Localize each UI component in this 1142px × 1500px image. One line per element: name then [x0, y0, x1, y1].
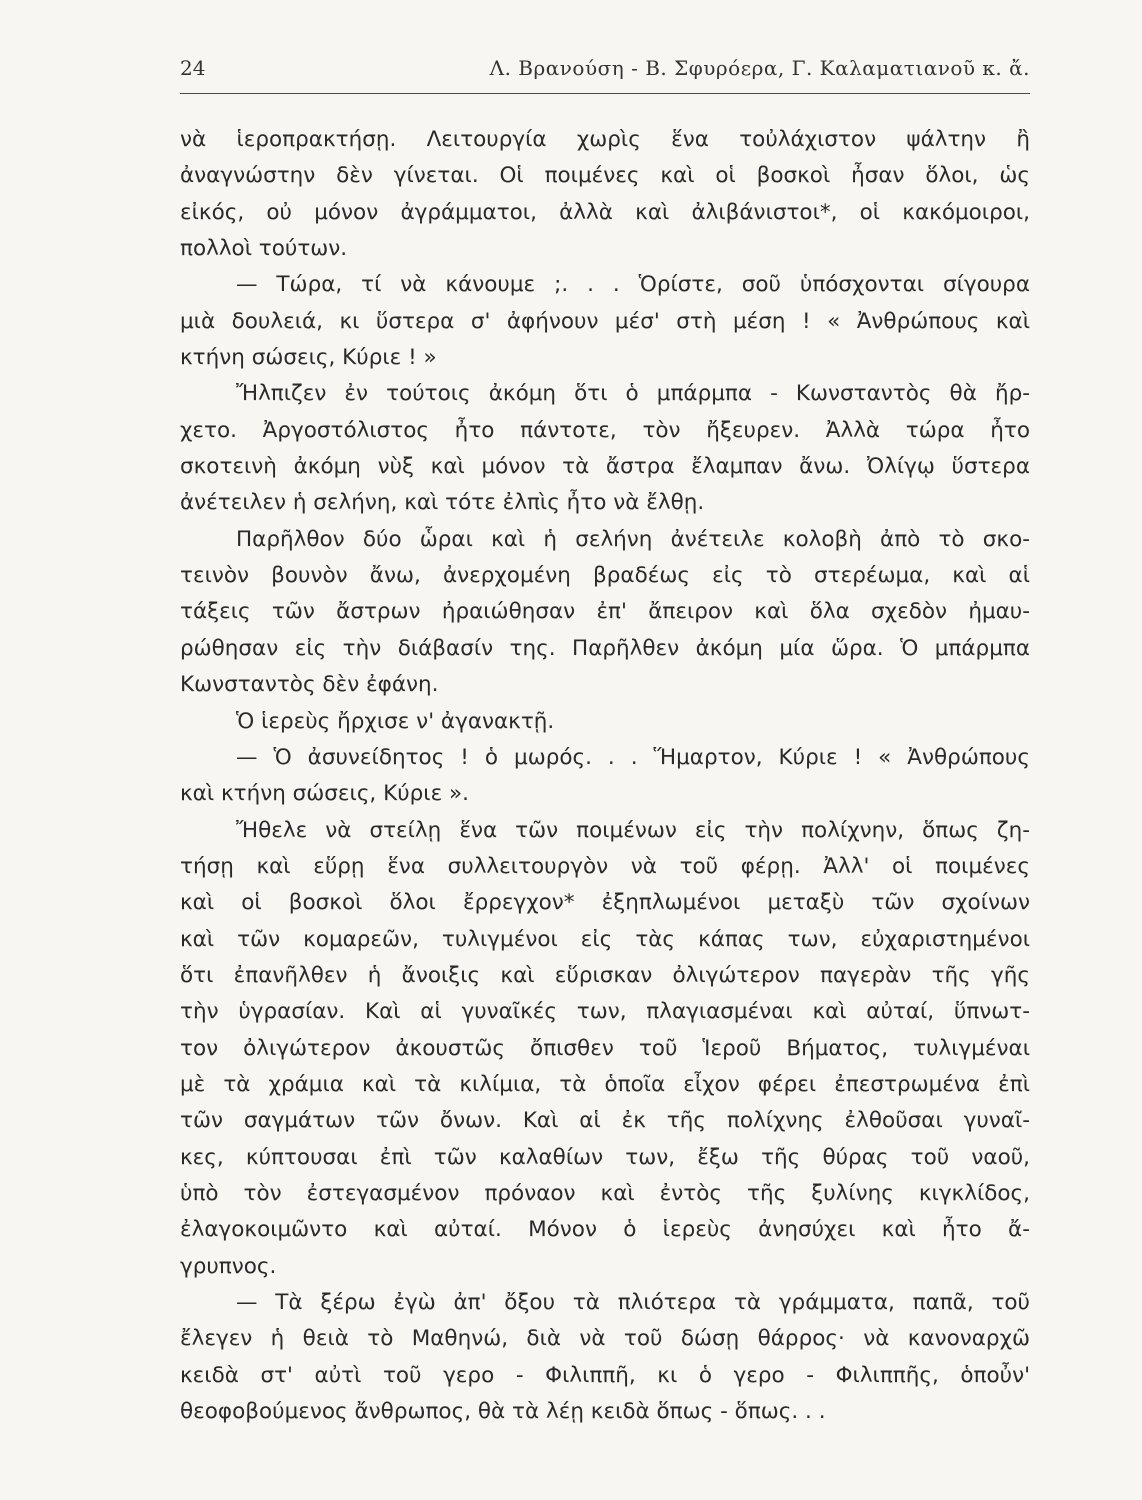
- text-line: γρυπνος.: [180, 1253, 277, 1279]
- header-rule: [180, 93, 1030, 94]
- text-line: χετο. Ἀργοστόλιστος ἦτο πάντοτε, τὸν ἤξευρεν. Ἀλλὰ τώρα ἦτο: [180, 417, 1030, 443]
- text-line: τῶν σαγμάτων τῶν ὄνων. Καὶ αἱ ἐκ τῆς πολίχνης ἐλθοῦσαι γυναῖ-: [180, 1108, 1030, 1134]
- text-line: πολλοὶ τούτων.: [180, 236, 348, 262]
- text-line: Κωνσταντὸς δὲν ἐφάνη.: [180, 672, 439, 698]
- text-line: νὰ ἱεροπρακτήσῃ. Λειτουργία χωρὶς ἕνα τοὐλάχιστον ψάλτην ἢ: [180, 127, 1030, 152]
- text-line: ὅτι ἐπανῆλθεν ἡ ἄνοιξις καὶ εὕρισκαν ὀλιγώτερον παγερὰν τῆς γῆς: [180, 962, 1030, 988]
- text-line: ἀναγνώστην δὲν γίνεται. Οἱ ποιμένες καὶ οἱ βοσκοὶ ἦσαν ὅλοι, ὡς: [180, 163, 1030, 189]
- text-line: ἐλαγοκοιμῶντο καὶ αὐταί. Μόνον ὁ ἱερεὺς ἀνησύχει καὶ ἦτο ἄ-: [180, 1217, 1030, 1243]
- text-line: ἔλεγεν ἡ θειὰ τὸ Μαθηνώ, διὰ νὰ τοῦ δώσῃ θάρρος· νὰ κανοναρχῶ: [180, 1326, 1030, 1352]
- text-line: τήσῃ καὶ εὕρῃ ἕνα συλλειτουργὸν νὰ τοῦ φέρῃ. Ἀλλ' οἱ ποιμένες: [180, 853, 1030, 879]
- text-line: — Ὁ ἀσυνείδητος ! ὁ μωρός. . . Ἥμαρτον, Κύριε ! « Ἀνθρώπους: [236, 744, 1030, 770]
- text-line: — Τὰ ξέρω ἐγὼ ἀπ' ὄξου τὰ πλιότερα τὰ γράμματα, παπᾶ, τοῦ: [236, 1290, 1030, 1315]
- text-line: τεινὸν βουνὸν ἄνω, ἀνερχομένη βραδέως εἰς τὸ στερέωμα, καὶ αἱ: [180, 563, 1030, 589]
- text-line: Ὁ ἱερεὺς ἤρχισε ν' ἀγανακτῇ.: [236, 708, 555, 734]
- page-header: [180, 56, 1030, 88]
- text-line: καὶ οἱ βοσκοὶ ὅλοι ἔρρεγχον* ἐξηπλωμένοι μεταξὺ τῶν σχοίνων: [180, 890, 1030, 916]
- text-line: μιὰ δουλειά, κι ὕστερα σ' ἀφήνουν μέσ' στὴ μέση ! « Ἀνθρώπους καὶ: [180, 308, 1030, 334]
- text-line: Ἤλπιζεν ἐν τούτοις ἀκόμη ὅτι ὁ μπάρμπα - Κωνσταντὸς θὰ ἤρ-: [236, 381, 1030, 407]
- text-line: κειδὰ στ' αὐτὶ τοῦ γερο - Φιλιππῆ, κι ὁ γερο - Φιλιππῆς, ὁποὖν': [180, 1362, 1030, 1388]
- text-line: σκοτεινὴ ἀκόμη νὺξ καὶ μόνον τὰ ἄστρα ἔλαμπαν ἄνω. Ὀλίγῳ ὕστερα: [180, 454, 1030, 480]
- text-line: μὲ τὰ χράμια καὶ τὰ κιλίμια, τὰ ὁποῖα εἶχον φέρει ἐπεστρωμένα ἐπὶ: [180, 1071, 1030, 1097]
- text-line: καὶ κτήνη σώσεις, Κύριε ».: [180, 781, 470, 807]
- text-line: τάξεις τῶν ἄστρων ἠραιώθησαν ἐπ' ἄπειρον καὶ ὅλα σχεδὸν ἠμαυ-: [180, 599, 1030, 625]
- text-line: κτήνη σώσεις, Κύριε ! »: [180, 345, 437, 371]
- text-line: θεοφοβούμενος ἄνθρωπος, θὰ τὰ λέῃ κειδὰ ὅπως - ὅπως. . .: [180, 1399, 826, 1425]
- text-line: Ἤθελε νὰ στείλῃ ἕνα τῶν ποιμένων εἰς τὴν πολίχνην, ὅπως ζη-: [236, 817, 1030, 843]
- text-line: ρώθησαν εἰς τὴν διάβασίν της. Παρῆλθεν ἀκόμη μία ὥρα. Ὁ μπάρμπα: [180, 635, 1030, 661]
- body-text: [180, 122, 1030, 1430]
- page-number: 24: [180, 56, 206, 80]
- text-line: ἀνέτειλεν ἡ σελήνη, καὶ τότε ἐλπὶς ἦτο νὰ ἔλθῃ.: [180, 490, 705, 516]
- running-head: Λ. Βρανούση - Β. Σφυρόερα, Γ. Καλαματιανοῦ κ. ἄ.: [489, 56, 1030, 80]
- text-line: εἰκός, οὐ μόνον ἀγράμματοι, ἀλλὰ καὶ ἀλιβάνιστοι*, οἱ κακόμοιροι,: [180, 199, 1030, 225]
- text-line: καὶ τῶν κομαρεῶν, τυλιγμένοι εἰς τὰς κάπας των, εὐχαριστημένοι: [180, 926, 1030, 952]
- text-line: τον ὀλιγώτερον ἀκουστῶς ὄπισθεν τοῦ Ἱεροῦ Βήματος, τυλιγμέναι: [180, 1035, 1030, 1061]
- text-line: Παρῆλθον δύο ὧραι καὶ ἡ σελήνη ἀνέτειλε κολοβὴ ἀπὸ τὸ σκο-: [236, 526, 1030, 552]
- text-line: — Τώρα, τί νὰ κάνουμε ;. . . Ὁρίστε, σοῦ ὑπόσχονται σίγουρα: [236, 272, 1030, 298]
- text-line: ὑπὸ τὸν ἐστεγασμένον πρόναον καὶ ἐντὸς τῆς ξυλίνης κιγκλίδος,: [180, 1180, 1030, 1206]
- text-line: κες, κύπτουσαι ἐπὶ τῶν καλαθίων των, ἔξω τῆς θύρας τοῦ ναοῦ,: [180, 1144, 1030, 1170]
- text-line: τὴν ὑγρασίαν. Καὶ αἱ γυναῖκές των, πλαγιασμέναι καὶ αὐταί, ὕπνωτ-: [180, 999, 1030, 1025]
